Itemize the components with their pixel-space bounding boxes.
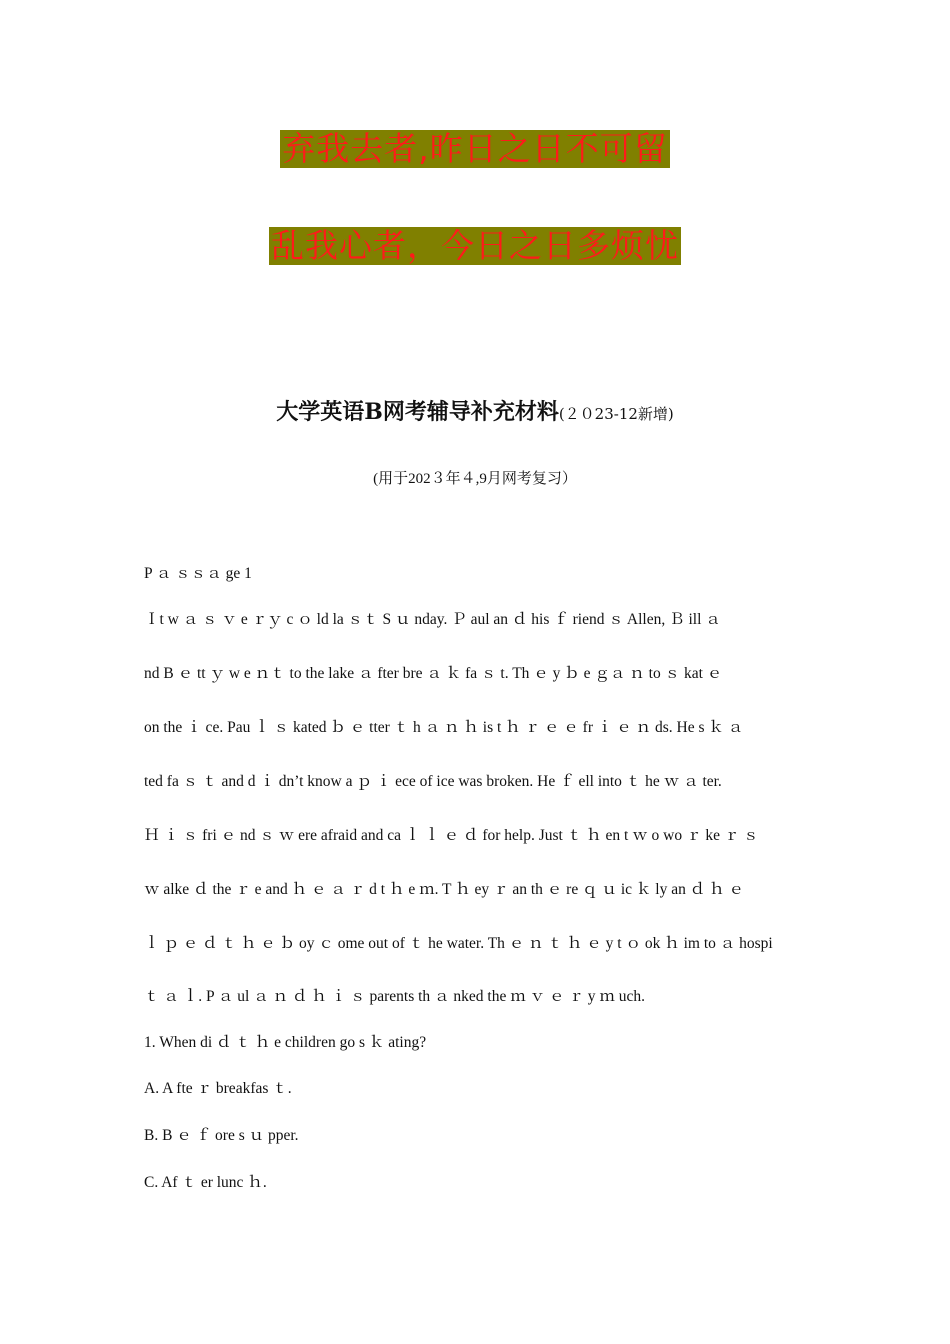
- passage-line: ｗ alke ｄ the ｒ e and ｈ ｅ ａ ｒ d t ｈ e ｍ. T ｈ ey ｒ an th ｅ re ｑ ｕ ic ｋ ly an ｄ ｈ ｅ: [144, 881, 744, 898]
- passage-heading: P ａ ｓｓａ ge 1: [144, 565, 252, 582]
- document-subtitle: (用于202３年４,9月网考复习）: [373, 471, 577, 487]
- banner-line-1-text: 弃我去者,昨日之日不可留: [282, 129, 668, 168]
- banner-line-2-text: 乱我心者，今日之日多烦忧: [271, 226, 679, 265]
- passage-line: Ｉt w ａ ｓ ｖ e ｒｙ c ｏ ld la ｓｔ S ｕ nday. Ｐ aul an ｄ his ｆ riend ｓ Allen, Ｂ ill ａ: [144, 611, 721, 628]
- question-1-option-b: B. B ｅ ｆ ore s ｕ pper.: [144, 1127, 299, 1144]
- passage-line: Ｈ ｉ ｓ fri ｅ nd ｓ ｗ ere afraid and ca ｌ ｌ ｅ ｄ for help. Just ｔ ｈ en t ｗ o wo ｒ ke ｒ ｓ: [144, 827, 759, 844]
- passage-line: ｌ ｐ ｅ ｄ ｔ ｈ ｅ ｂ oy ｃ ome out of ｔ he water. Th ｅ ｎ ｔ ｈ ｅ y t ｏ ok ｈ im to ａ hospi: [144, 935, 773, 952]
- passage-line: ted fa ｓ ｔ and d ｉ dn’t know a ｐ ｉ ece of ice was broken. He ｆ ell into ｔ he ｗ ａ ter.: [144, 773, 722, 790]
- document-title-suffix: (２０23-12新增): [558, 405, 674, 423]
- passage-line: nd B ｅ tt ｙ w e ｎｔ to the lake ａ fter bre ａ ｋ fa ｓ t. Th ｅ y ｂ e ｇａ ｎ to ｓ kat ｅ: [144, 665, 723, 682]
- banner-line-2: [0, 227, 950, 265]
- question-1: 1. When di ｄ ｔ ｈ e children go s ｋ ating?: [144, 1034, 427, 1051]
- document-title-main: 大学英语B网考辅导补充材料: [276, 399, 559, 425]
- banner-line-1: [0, 130, 950, 168]
- question-1-option-c: C. Af ｔ er lunc ｈ.: [144, 1174, 267, 1191]
- passage-line: on the ｉ ce. Pau ｌ ｓ kated ｂ ｅ tter ｔ h ａ ｎ ｈ is t ｈ ｒ ｅ ｅ fr ｉ ｅ ｎ ds. He s ｋ ａ: [144, 719, 744, 736]
- passage-line: ｔ ａ ｌ. P ａ ul ａ ｎ ｄ ｈ ｉ ｓ parents th ａ nked the ｍ ｖ ｅ ｒ y ｍ uch.: [144, 988, 645, 1005]
- document-title: [0, 395, 950, 426]
- question-1-option-a: A. A fte ｒ breakfas ｔ.: [144, 1080, 292, 1097]
